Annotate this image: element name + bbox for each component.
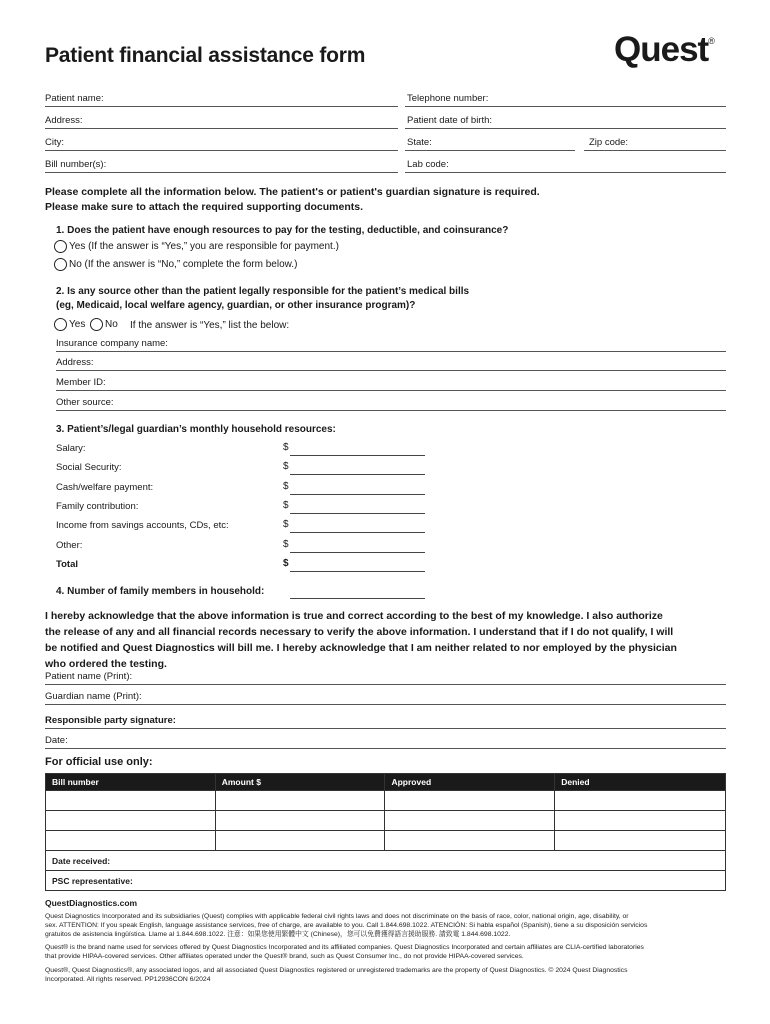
guardian-print-field[interactable]: [45, 704, 726, 705]
telephone-field[interactable]: [405, 106, 726, 107]
ack-line-4: who ordered the testing.: [45, 658, 167, 670]
footer-brand: [45, 943, 730, 961]
address-label: Address:: [45, 115, 83, 126]
address-field[interactable]: [45, 128, 398, 129]
col-denied: Denied: [555, 774, 726, 791]
city-label: City:: [45, 137, 64, 148]
quest-logo: [614, 30, 714, 70]
table-cell[interactable]: [385, 791, 555, 811]
family-contribution-field[interactable]: [290, 513, 425, 514]
family-contribution-currency: $: [283, 500, 289, 511]
table-cell[interactable]: [385, 811, 555, 831]
insurance-company-field[interactable]: [56, 351, 726, 352]
total-currency: $: [283, 558, 289, 569]
table-cell[interactable]: [46, 791, 216, 811]
logo-text: Quest: [614, 30, 709, 69]
question-2-line-1: 2. Is any source other than the patient legally responsible for the patient’s medical bills: [56, 286, 470, 297]
state-field[interactable]: [405, 150, 575, 151]
family-members-field[interactable]: [290, 598, 425, 599]
savings-income-field[interactable]: [290, 532, 425, 533]
ack-line-1: I hereby acknowledge that the above information is true and correct according to the best of my knowledge. I also authorize: [45, 610, 663, 622]
psc-representative-cell[interactable]: PSC representative:: [46, 871, 726, 891]
q2-yes-option[interactable]: [54, 318, 85, 331]
patient-print-field[interactable]: [45, 684, 726, 685]
responsible-signature-label: Responsible party signature:: [45, 715, 176, 726]
cash-welfare-currency: $: [283, 481, 289, 492]
footer-trademark-line-1: Quest®, Quest Diagnostics®, any associated logos, and all associated Quest Diagnostics registered or unregistered trademarks are the property of Quest Diagnostics. © 2024 Quest Diagnostics: [45, 967, 628, 974]
savings-income-label: Income from savings accounts, CDs, etc:: [56, 520, 229, 531]
question-2-line-2: (eg, Medicaid, local welfare agency, guardian, or other insurance program)?: [56, 300, 416, 311]
patient-name-field[interactable]: [45, 106, 398, 107]
table-cell[interactable]: [46, 831, 216, 851]
insurance-address-label: Address:: [56, 357, 94, 368]
official-use-title: For official use only:: [45, 756, 153, 768]
table-cell[interactable]: [215, 791, 385, 811]
bill-numbers-field[interactable]: [45, 172, 398, 173]
instructions-line-2: Please make sure to attach the required supporting documents.: [45, 201, 363, 213]
table-row: [46, 791, 726, 811]
col-bill-number: Bill number: [46, 774, 216, 791]
question-4: 4. Number of family members in household:: [56, 586, 265, 597]
q1-yes-label: Yes (If the answer is “Yes,” you are responsible for payment.): [69, 241, 339, 252]
date-field[interactable]: [45, 748, 726, 749]
col-amount: Amount $: [215, 774, 385, 791]
table-header-row: [46, 774, 726, 791]
q1-yes-option[interactable]: [54, 240, 339, 253]
other-income-label: Other:: [56, 540, 83, 551]
insurance-address-field[interactable]: [56, 370, 726, 371]
instructions-line-1: Please complete all the information below. The patient's or patient's guardian signature is required.: [45, 186, 540, 198]
table-cell[interactable]: [215, 811, 385, 831]
footer-civil-rights-line-2: sex. ATTENTION: If you speak English, language assistance services, free of charge, are available to you. Call 1.844.698.1022. ATENCIÓN: Si habla español (Spanish), tiene a su disposición servicios: [45, 922, 648, 929]
total-field[interactable]: [290, 571, 425, 572]
q2-hint: If the answer is “Yes,” list the below:: [130, 320, 290, 331]
state-label: State:: [407, 137, 432, 148]
ack-line-2: the release of any and all financial records necessary to verify the above information. I understand that if I do not qualify, I will: [45, 626, 674, 638]
col-approved: Approved: [385, 774, 555, 791]
official-use-table: [45, 773, 726, 891]
table-row: [46, 811, 726, 831]
other-income-field[interactable]: [290, 552, 425, 553]
radio-icon[interactable]: [54, 258, 67, 271]
table-cell[interactable]: [385, 831, 555, 851]
psc-representative-row: [46, 871, 726, 891]
other-source-label: Other source:: [56, 397, 114, 408]
q1-no-label: No (If the answer is “No,” complete the form below.): [69, 259, 298, 270]
date-received-row: [46, 851, 726, 871]
footer-trademark-line-2: Incorporated. All rights reserved. PP12936CON 6/2024: [45, 976, 211, 983]
q2-yes-label: Yes: [69, 319, 86, 330]
table-cell[interactable]: [215, 831, 385, 851]
table-row: [46, 831, 726, 851]
table-cell[interactable]: [555, 811, 726, 831]
footer-civil-rights-line-1: Quest Diagnostics Incorporated and its subsidiaries (Quest) complies with applicable federal civil rights laws and does not discriminate on the basis of race, color, national origin, age, disability, or: [45, 913, 629, 920]
other-income-currency: $: [283, 539, 289, 550]
savings-income-currency: $: [283, 519, 289, 530]
social-security-currency: $: [283, 461, 289, 472]
table-cell[interactable]: [555, 831, 726, 851]
salary-field[interactable]: [290, 455, 425, 456]
family-contribution-label: Family contribution:: [56, 501, 139, 512]
dob-field[interactable]: [405, 128, 726, 129]
zip-field[interactable]: [584, 150, 726, 151]
question-1: 1. Does the patient have enough resources to pay for the testing, deductible, and coinsurance?: [56, 225, 509, 236]
zip-label: Zip code:: [589, 137, 629, 148]
member-id-label: Member ID:: [56, 377, 106, 388]
social-security-field[interactable]: [290, 474, 425, 475]
question-3: 3. Patient’s/legal guardian’s monthly household resources:: [56, 424, 336, 435]
cash-welfare-label: Cash/welfare payment:: [56, 482, 154, 493]
page-title: Patient financial assistance form: [45, 44, 366, 67]
lab-code-field[interactable]: [405, 172, 726, 173]
date-received-cell[interactable]: Date received:: [46, 851, 726, 871]
q1-no-option[interactable]: [54, 258, 297, 271]
footer-brand-line-1: Quest® is the brand name used for services offered by Quest Diagnostics Incorporated and its affiliated companies. Quest Diagnostics Incorporated and certain affiliates are CLIA-certified laboratories: [45, 944, 644, 951]
social-security-label: Social Security:: [56, 462, 122, 473]
city-field[interactable]: [45, 150, 398, 151]
patient-print-label: Patient name (Print):: [45, 671, 133, 682]
footer-website: QuestDiagnostics.com: [45, 898, 138, 908]
table-cell[interactable]: [555, 791, 726, 811]
other-source-field[interactable]: [56, 410, 726, 411]
radio-icon[interactable]: [90, 318, 103, 331]
table-cell[interactable]: [46, 811, 216, 831]
lab-code-label: Lab code:: [407, 159, 449, 170]
insurance-company-label: Insurance company name:: [56, 338, 168, 349]
footer-brand-line-2: that provide HIPAA-covered services. Other affiliates operated under the Quest® brand, such as Quest Consumer Inc., do not provide HIPAA-covered services.: [45, 953, 524, 960]
bill-numbers-label: Bill number(s):: [45, 159, 107, 170]
footer-civil-rights-line-3: gratuitos de asistencia lingüística. Llame al 1.844.698.1022. 注意：如果您使用繁體中文 (Chinese)，您可以免費獲得語言援助服務. 請致電 1.844.698.1022.: [45, 931, 511, 938]
date-label: Date:: [45, 735, 68, 746]
q2-no-option[interactable]: [90, 318, 118, 331]
responsible-signature-field[interactable]: [45, 728, 726, 729]
radio-icon[interactable]: [54, 240, 67, 253]
dob-label: Patient date of birth:: [407, 115, 493, 126]
member-id-field[interactable]: [56, 390, 726, 391]
salary-currency: $: [283, 442, 289, 453]
total-label: Total: [56, 559, 78, 570]
telephone-label: Telephone number:: [407, 93, 489, 104]
patient-name-label: Patient name:: [45, 93, 104, 104]
radio-icon[interactable]: [54, 318, 67, 331]
guardian-print-label: Guardian name (Print):: [45, 691, 142, 702]
q2-no-label: No: [105, 319, 118, 330]
ack-line-3: be notified and Quest Diagnostics will bill me. I hereby acknowledge that I am neither related to nor employed by the physician: [45, 642, 677, 654]
footer-civil-rights: [45, 912, 730, 939]
salary-label: Salary:: [56, 443, 86, 454]
logo-registered-mark: ®: [708, 36, 714, 46]
cash-welfare-field[interactable]: [290, 494, 425, 495]
footer-trademark: [45, 966, 730, 984]
